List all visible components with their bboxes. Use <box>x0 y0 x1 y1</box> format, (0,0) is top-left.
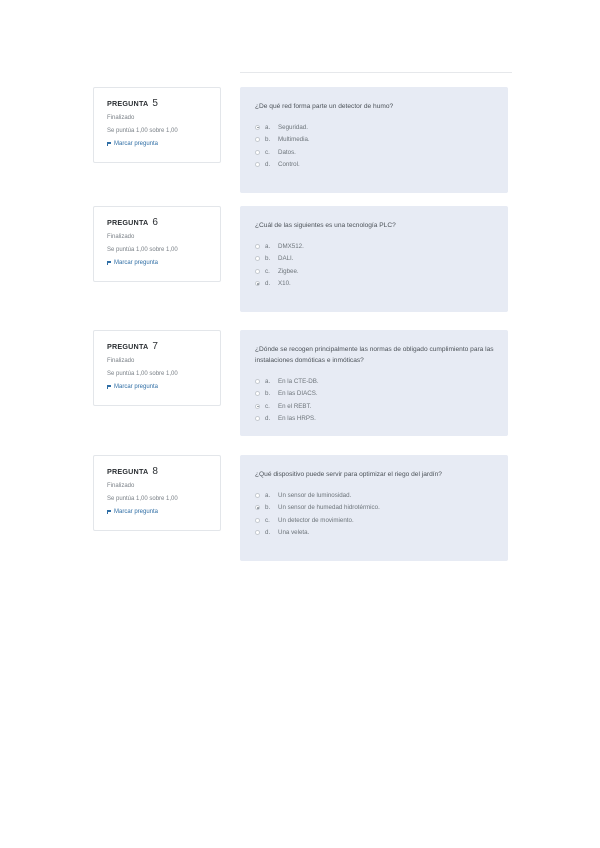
option-text: Zigbee. <box>278 267 299 275</box>
answer-option[interactable] <box>255 159 494 172</box>
radio-button[interactable] <box>255 244 260 249</box>
question-status: Finalizado <box>107 234 135 240</box>
option-text: Datos. <box>278 148 296 156</box>
question-text: ¿Qué dispositivo puede servir para optimizar el riego del jardín? <box>255 471 442 478</box>
question-text: ¿Cuál de las siguientes es una tecnología PLC? <box>255 222 396 229</box>
answer-option[interactable] <box>255 375 494 388</box>
radio-button[interactable] <box>255 416 260 421</box>
option-letter: d. <box>265 415 271 423</box>
option-letter: a. <box>265 377 271 385</box>
top-divider <box>240 72 512 73</box>
radio-button-selected[interactable] <box>255 125 260 130</box>
radio-button[interactable] <box>255 391 260 396</box>
flag-icon <box>107 385 112 389</box>
option-letter: d. <box>265 529 271 537</box>
option-text: DALI. <box>278 255 294 263</box>
radio-button-selected[interactable] <box>255 281 260 286</box>
flag-question-link[interactable] <box>107 509 220 515</box>
question-label: PREGUNTA <box>107 218 149 227</box>
question-number: 5 <box>152 98 159 109</box>
option-letter: b. <box>265 136 271 144</box>
answer-option[interactable] <box>255 265 494 278</box>
option-text: Multimedia. <box>278 136 310 144</box>
flag-question-label: Marcar pregunta <box>114 384 159 390</box>
flag-icon <box>107 510 112 514</box>
radio-button[interactable] <box>255 162 260 167</box>
flag-question-link[interactable] <box>107 384 220 390</box>
option-text: Seguridad. <box>278 123 308 131</box>
option-letter: a. <box>265 123 271 131</box>
question-status: Finalizado <box>107 115 135 121</box>
question-number: 7 <box>152 341 159 352</box>
flag-question-label: Marcar pregunta <box>114 509 159 515</box>
option-text: En la CTE-DB. <box>278 377 319 385</box>
answer-option[interactable] <box>255 134 494 147</box>
question-score: Se puntúa 1,00 sobre 1,00 <box>107 247 178 253</box>
question-info-panel <box>93 330 221 406</box>
option-text: En las HRPS. <box>278 415 316 423</box>
flag-question-link[interactable] <box>107 141 220 147</box>
answer-option[interactable] <box>255 240 494 253</box>
question-content <box>240 330 508 436</box>
question-label: PREGUNTA <box>107 99 149 108</box>
question-title <box>107 217 220 228</box>
question-score: Se puntúa 1,00 sobre 1,00 <box>107 496 178 502</box>
option-letter: c. <box>265 148 270 156</box>
answer-option[interactable] <box>255 514 494 527</box>
answer-option[interactable] <box>255 278 494 291</box>
radio-button[interactable] <box>255 269 260 274</box>
question-info-panel <box>93 206 221 282</box>
answer-option[interactable] <box>255 413 494 426</box>
question-content <box>240 455 508 561</box>
option-text: Una veleta. <box>278 529 310 537</box>
radio-button[interactable] <box>255 493 260 498</box>
answer-option[interactable] <box>255 121 494 134</box>
question-label: PREGUNTA <box>107 342 149 351</box>
question-number: 6 <box>152 217 159 228</box>
question-title <box>107 341 220 352</box>
radio-button[interactable] <box>255 150 260 155</box>
option-text: DMX512. <box>278 242 304 250</box>
question-score: Se puntúa 1,00 sobre 1,00 <box>107 128 178 134</box>
question-status: Finalizado <box>107 483 135 489</box>
radio-button[interactable] <box>255 137 260 142</box>
question-title <box>107 98 220 109</box>
question-info-panel <box>93 87 221 163</box>
flag-icon <box>107 142 112 146</box>
radio-button-selected[interactable] <box>255 404 260 409</box>
question-content <box>240 206 508 312</box>
flag-icon <box>107 261 112 265</box>
answer-option[interactable] <box>255 489 494 502</box>
radio-button[interactable] <box>255 256 260 261</box>
question-label: PREGUNTA <box>107 467 149 476</box>
option-text: En el REBT. <box>278 402 312 410</box>
radio-button[interactable] <box>255 518 260 523</box>
option-letter: a. <box>265 242 271 250</box>
option-letter: b. <box>265 390 271 398</box>
question-number: 8 <box>152 466 159 477</box>
option-text: Un detector de movimiento. <box>278 516 354 524</box>
option-text: Un sensor de luminosidad. <box>278 491 352 499</box>
option-letter: d. <box>265 280 271 288</box>
option-text: X10. <box>278 280 291 288</box>
question-content <box>240 87 508 193</box>
option-text: Control. <box>278 161 300 169</box>
answer-option[interactable] <box>255 253 494 266</box>
option-letter: d. <box>265 161 271 169</box>
option-text: Un sensor de humedad hidrotérmico. <box>278 504 380 512</box>
option-text: En las DIACS. <box>278 390 318 398</box>
answer-option[interactable] <box>255 388 494 401</box>
answer-option[interactable] <box>255 146 494 159</box>
question-text: ¿Dónde se recogen principalmente las normas de obligado cumplimiento para las instalaciones domóticas e inmóticas? <box>255 346 494 364</box>
flag-question-label: Marcar pregunta <box>114 141 159 147</box>
question-score: Se puntúa 1,00 sobre 1,00 <box>107 371 178 377</box>
question-info-panel <box>93 455 221 531</box>
question-status: Finalizado <box>107 358 135 364</box>
question-text: ¿De qué red forma parte un detector de humo? <box>255 103 394 110</box>
radio-button-selected[interactable] <box>255 505 260 510</box>
question-title <box>107 466 220 477</box>
option-letter: c. <box>265 267 270 275</box>
option-letter: b. <box>265 255 271 263</box>
option-letter: b. <box>265 504 271 512</box>
radio-button[interactable] <box>255 379 260 384</box>
answer-option[interactable] <box>255 502 494 515</box>
option-letter: c. <box>265 516 270 524</box>
option-letter: a. <box>265 491 271 499</box>
option-letter: c. <box>265 402 270 410</box>
answer-option[interactable] <box>255 527 494 540</box>
flag-question-label: Marcar pregunta <box>114 260 159 266</box>
radio-button[interactable] <box>255 530 260 535</box>
flag-question-link[interactable] <box>107 260 220 266</box>
answer-option[interactable] <box>255 400 494 413</box>
